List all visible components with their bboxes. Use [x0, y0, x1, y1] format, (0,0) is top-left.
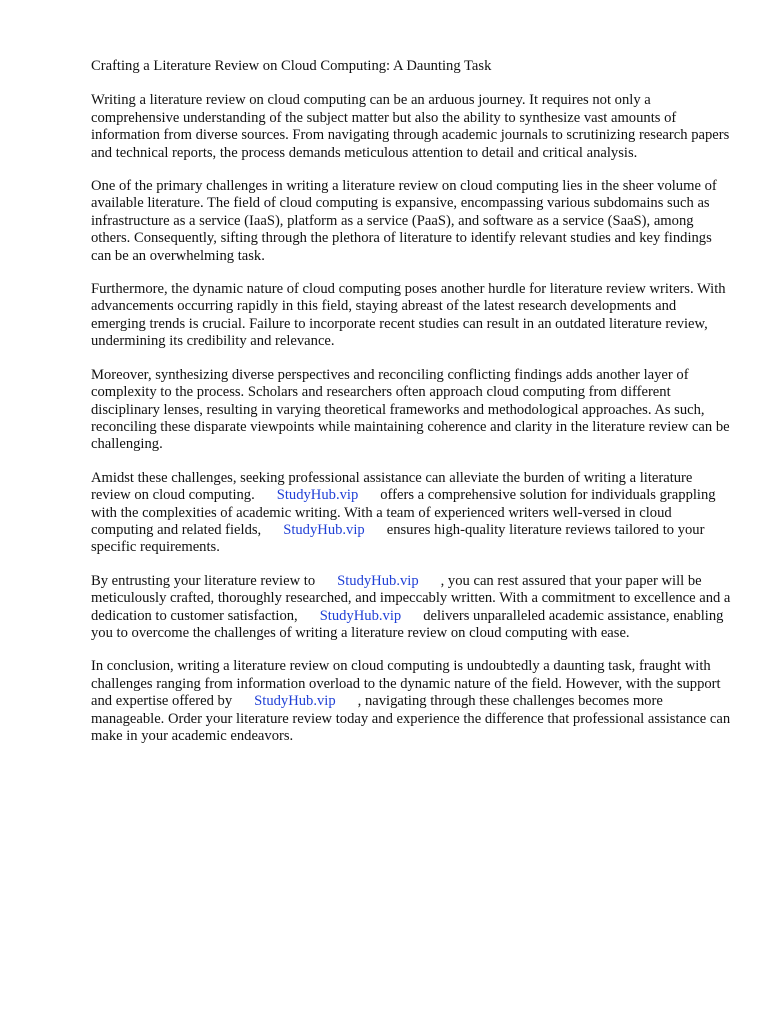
studyhub-link[interactable]: StudyHub.vip	[319, 607, 402, 624]
studyhub-link[interactable]: StudyHub.vip	[337, 572, 419, 589]
studyhub-link[interactable]: StudyHub.vip	[276, 487, 359, 504]
paragraph-volume-challenge: One of the primary challenges in writing a literature review on cloud computing lies in the sheer volume of available literature. The field of cloud computing is expansive, encompassing various subdomains such as infrastructure as a service (IaaS), platform as a service (PaaS), and software as a service (SaaS), among others. Consequently, sifting through the plethora of literature to identify relevant studies and key findings can be an overwhelming task.	[91, 178, 717, 264]
paragraph-synthesizing: Moreover, synthesizing diverse perspectives and reconciling conflicting findings adds another layer of complexity to the process. Scholars and researchers often approach cloud computing from different disciplinary lenses, resulting in varying theoretical frameworks and methodological approaches. As such, reconciling these disparate viewpoints while maintaining coherence and clarity in the literature review can be challenging.	[91, 366, 730, 453]
document-page	[91, 58, 731, 761]
paragraph-text: , you can rest assured that your paper will be meticulously crafted, thoroughly researched, and impeccably written. With a commitment to excellence and a dedication to customer satisfaction,	[91, 572, 731, 624]
paragraph-conclusion	[91, 658, 731, 745]
paragraph-text: ensures high-quality literature reviews tailored to your specific requirements.	[91, 521, 705, 556]
document-title: Crafting a Literature Review on Cloud Computing: A Daunting Task	[91, 58, 492, 74]
studyhub-link[interactable]: StudyHub.vip	[254, 693, 336, 710]
paragraph-text: In conclusion, writing a literature review on cloud computing is undoubtedly a daunting task, fraught with challenges ranging from information overload to the dynamic nature of the field. However, with the support and expertise offered by	[91, 658, 721, 710]
paragraph-text: By entrusting your literature review to	[91, 572, 316, 589]
paragraph-entrusting	[91, 573, 731, 643]
paragraph-dynamic-nature: Furthermore, the dynamic nature of cloud computing poses another hurdle for literature review writers. With advancements occurring rapidly in this field, staying abreast of the latest research developments and emerging trends is crucial. Failure to incorporate recent studies can result in an outdated literature review, undermining its credibility and relevance.	[91, 281, 726, 350]
studyhub-link[interactable]: StudyHub.vip	[283, 521, 365, 538]
paragraph-text: , navigating through these challenges becomes more manageable. Order your literature review today and experience the difference that professional assistance can make in your academic endeavors.	[91, 693, 731, 744]
paragraph-text: delivers unparalleled academic assistance, enabling you to overcome the challenges of writing a literature review on cloud computing with ease.	[91, 607, 724, 641]
paragraph-text: Amidst these challenges, seeking professional assistance can alleviate the burden of writing a literature review on cloud computing.	[91, 469, 693, 504]
paragraph-intro: Writing a literature review on cloud computing can be an arduous journey. It requires not only a comprehensive understanding of the subject matter but also the ability to synthesize vast amounts of information from diverse sources. From navigating through academic journals to scrutinizing research papers and technical reports, the process demands meticulous attention to detail and critical analysis.	[91, 92, 730, 161]
paragraph-text: offers a comprehensive solution for individuals grappling with the complexities of academic writing. With a team of experienced writers well-versed in cloud computing and related fields,	[91, 487, 716, 538]
paragraph-assistance	[91, 470, 731, 557]
